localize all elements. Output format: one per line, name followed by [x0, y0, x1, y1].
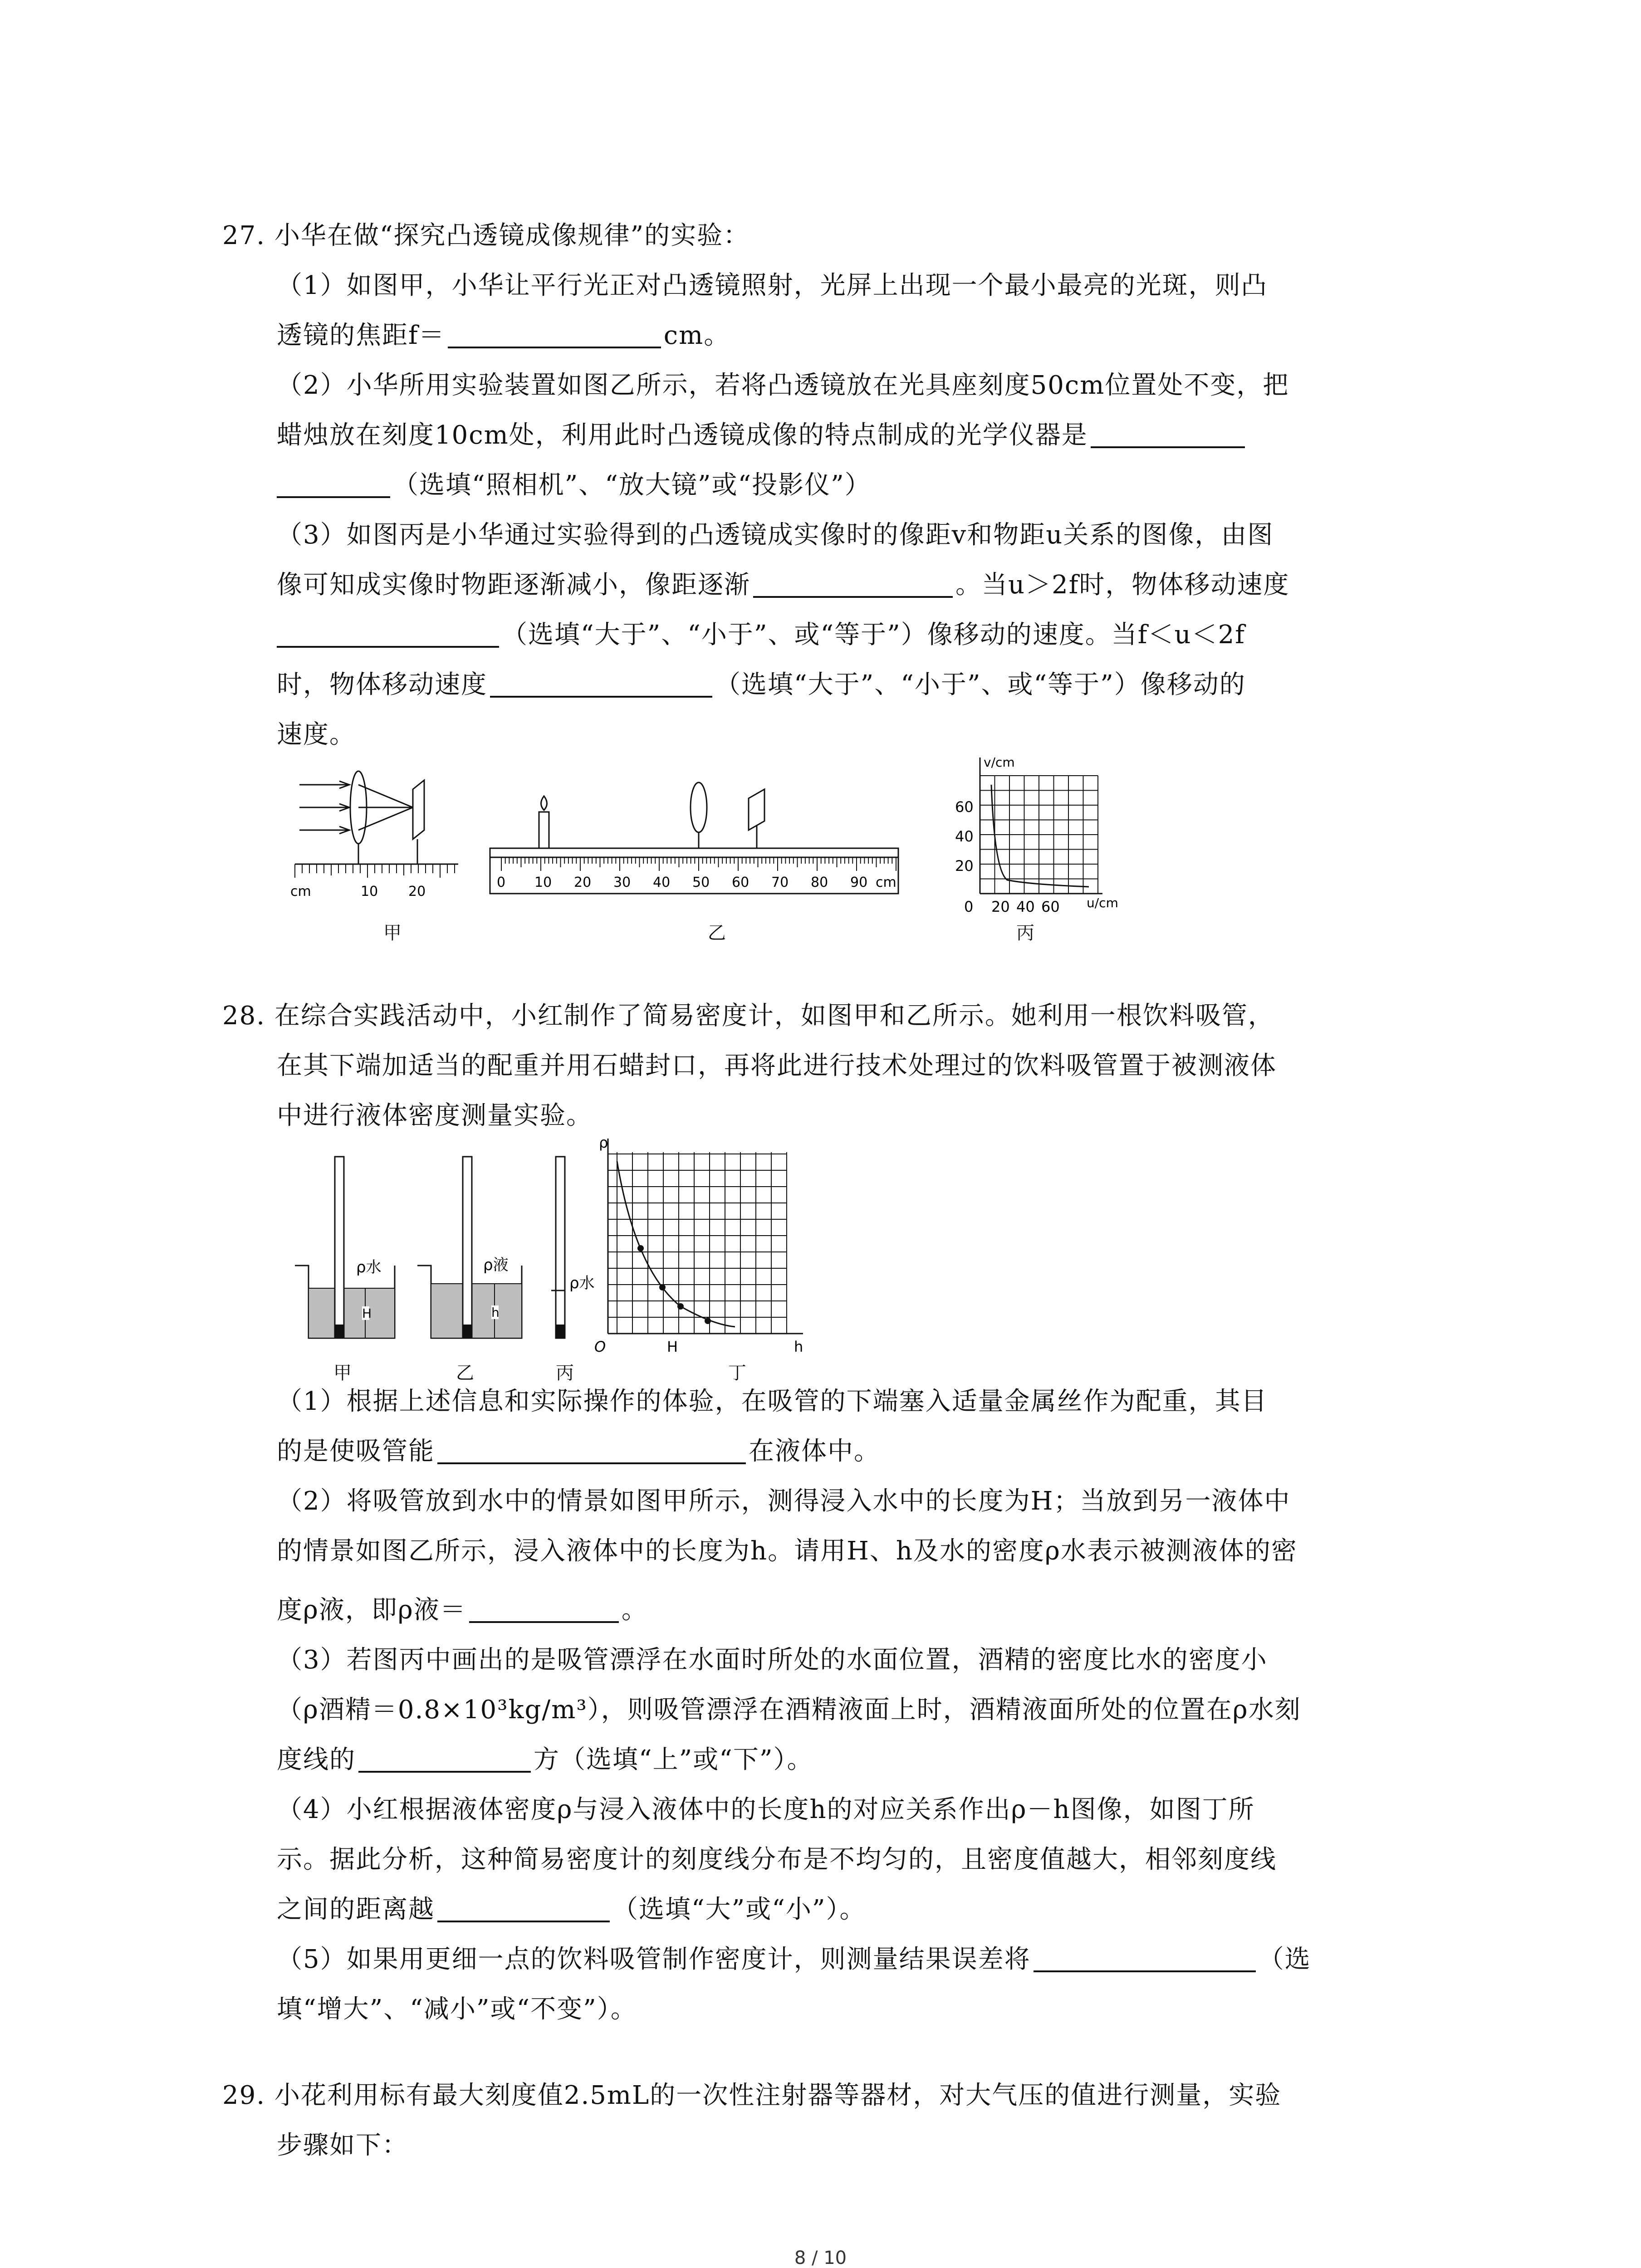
jia-tick-20: 20 — [408, 884, 426, 899]
figure-28-density-meter — [281, 1134, 871, 1361]
yi-tick-20: 20 — [574, 875, 592, 890]
label-rho-liquid-yi: ρ液 — [483, 1256, 509, 1274]
q27-part3-line3: （选填“大于”、“小于”、或“等于”）像移动的速度。当f＜u＜2f — [277, 617, 1245, 653]
bing-xtick-20: 20 — [991, 898, 1010, 915]
yi-tick-40: 40 — [653, 875, 671, 890]
bing-xtick-60: 60 — [1041, 898, 1060, 915]
label-rho-water-bing: ρ水 — [569, 1274, 595, 1292]
q28-part3-line2: （ρ酒精＝0.8×10³kg/m³），则吸管漂浮在酒精液面上时，酒精液面所处的位置在ρ水刻 — [277, 1695, 1301, 1725]
q29-stem-line1: 29. 小花利用标有最大刻度值2.5mL的一次性注射器等器材，对大气压的值进行测量，实验 — [222, 2081, 1282, 2110]
answer-blank-error[interactable] — [1034, 1945, 1256, 1972]
ding-origin: O — [594, 1338, 606, 1355]
yi-tick-10: 10 — [534, 875, 552, 890]
answer-blank-speed-1[interactable] — [277, 621, 499, 648]
q27-stem: 27. 小华在做“探究凸透镜成像规律”的实验： — [222, 221, 750, 250]
answer-blank-speed-2[interactable] — [490, 670, 712, 698]
answer-blank-rho-liquid[interactable] — [469, 1596, 619, 1623]
q27-part3-line5: 速度。 — [277, 720, 356, 749]
label-H-jia: H — [362, 1306, 372, 1321]
yi-tick-60: 60 — [732, 875, 749, 890]
label-rho-water-jia: ρ水 — [356, 1258, 382, 1276]
q27-part2-line1: （2）小华所用实验装置如图乙所示，若将凸透镜放在光具座刻度50cm位置处不变，把 — [277, 371, 1289, 400]
tube-bing — [551, 1157, 595, 1338]
yi-tick-50: 50 — [692, 875, 710, 890]
caption-28-bing: 丙 — [556, 1363, 574, 1383]
ding-axis-h: h — [794, 1338, 803, 1355]
yi-tick-30: 30 — [613, 875, 631, 890]
q28-stem-line1: 28. 在综合实践活动中，小红制作了简易密度计，如图甲和乙所示。她利用一根饮料吸管， — [222, 1001, 1274, 1031]
q27-part1-line2: 透镜的焦距f＝ cm。 — [277, 321, 730, 350]
graph-ding-rho-h — [594, 1134, 803, 1355]
q27-part2-line3: （选填“照相机”、“放大镜”或“投影仪”） — [277, 467, 871, 503]
beaker-yi — [417, 1157, 522, 1338]
answer-blank-focal-length[interactable] — [448, 321, 661, 348]
label-h-yi: h — [491, 1305, 500, 1320]
bing-ytick-60: 60 — [955, 798, 974, 816]
q28-part4-line2: 示。据此分析，这种简易密度计的刻度线分布是不均匀的，且密度值越大，相邻刻度线 — [277, 1845, 1277, 1874]
caption-bing: 丙 — [1016, 923, 1034, 943]
q28-part2-line3: 度ρ液，即ρ液＝ 。 — [277, 1595, 648, 1625]
q27-part3-line4: 时，物体移动速度 （选填“大于”、“小于”、或“等于”）像移动的 — [277, 670, 1246, 699]
answer-blank-instrument-cont[interactable] — [277, 471, 390, 498]
q28-stem-line2: 在其下端加适当的配重并用石蜡封口，再将此进行技术处理过的饮料吸管置于被测液体 — [277, 1051, 1277, 1080]
figure-jia-lens-focus — [286, 767, 467, 916]
q28-part1-line1: （1）根据上述信息和实际操作的体验，在吸管的下端塞入适量金属丝作为配重，其目 — [277, 1387, 1268, 1416]
answer-blank-spacing[interactable] — [437, 1895, 610, 1922]
jia-tick-10: 10 — [361, 884, 378, 899]
caption-28-ding: 丁 — [728, 1363, 746, 1383]
page-number: 8 / 10 — [794, 2248, 847, 2268]
q28-part3-line3: 度线的 方（选填“上”或“下”）。 — [277, 1745, 813, 1774]
answer-blank-position[interactable] — [358, 1745, 531, 1773]
q27-part3-line2: 像可知成实像时物距逐渐减小，像距逐渐 。当u＞2f时，物体移动速度 — [277, 570, 1290, 600]
answer-blank-instrument[interactable] — [1091, 421, 1245, 448]
q28-part5-line1: （5）如果用更细一点的饮料吸管制作密度计，则测量结果误差将 （选 — [277, 1945, 1311, 1974]
answer-blank-float[interactable] — [437, 1437, 746, 1464]
caption-28-yi: 乙 — [456, 1363, 474, 1383]
q28-part4-line1: （4）小红根据液体密度ρ与浸入液体中的长度h的对应关系作出ρ－h图像，如图丁所 — [277, 1795, 1255, 1824]
q28-part2-line2: 的情景如图乙所示，浸入液体中的长度为h。请用H、h及水的密度ρ水表示被测液体的密 — [277, 1536, 1298, 1566]
jia-tick-cm: cm — [290, 884, 311, 899]
ding-axis-rho: ρ — [599, 1134, 608, 1151]
figure-yi-optical-bench — [485, 780, 903, 903]
q28-part4-line3: 之间的距离越 （选填“大”或“小”）。 — [277, 1895, 866, 1924]
q28-part2-line1: （2）将吸管放到水中的情景如图甲所示，测得浸入水中的长度为H；当放到另一液体中 — [277, 1486, 1291, 1516]
bing-xtick-40: 40 — [1016, 898, 1035, 915]
caption-28-jia: 甲 — [333, 1363, 352, 1383]
q28-part3-line1: （3）若图丙中画出的是吸管漂浮在水面时所处的水面位置，酒精的密度比水的密度小 — [277, 1645, 1268, 1675]
yi-tick-90: 90 — [850, 875, 868, 890]
beaker-jia — [295, 1157, 395, 1338]
bing-ytick-20: 20 — [955, 857, 974, 875]
q27-part3-line1: （3）如图丙是小华通过实验得到的凸透镜成实像时的像距v和物距u关系的图像，由图 — [277, 520, 1274, 550]
yi-tick-cm: cm — [876, 875, 896, 890]
caption-jia: 甲 — [383, 923, 402, 943]
bing-ytick-40: 40 — [955, 828, 974, 845]
q28-stem-line3: 中进行液体密度测量实验。 — [277, 1101, 593, 1130]
q28-part5-line2: 填“增大”、“减小”或“不变”）。 — [277, 1994, 637, 2024]
q29-stem-line2: 步骤如下： — [277, 2131, 408, 2160]
bing-ylabel: v/cm — [984, 755, 1015, 770]
answer-blank-image-distance[interactable] — [753, 571, 953, 598]
q27-part1-line1: （1）如图甲，小华让平行光正对凸透镜照射，光屏上出现一个最小最亮的光斑，则凸 — [277, 271, 1268, 300]
caption-yi: 乙 — [708, 923, 726, 943]
bing-xtick-0: 0 — [964, 898, 974, 915]
yi-tick-70: 70 — [771, 875, 789, 890]
figure-bing-v-u-graph — [948, 748, 1130, 921]
yi-tick-80: 80 — [811, 875, 828, 890]
q28-part1-line2: 的是使吸管能 在液体中。 — [277, 1437, 880, 1466]
yi-tick-0: 0 — [497, 875, 506, 890]
bing-xlabel: u/cm — [1087, 895, 1118, 910]
ding-tick-H: H — [667, 1338, 678, 1355]
q27-part2-line2: 蜡烛放在刻度10cm处，利用此时凸透镜成像的特点制成的光学仪器是 — [277, 417, 1248, 454]
